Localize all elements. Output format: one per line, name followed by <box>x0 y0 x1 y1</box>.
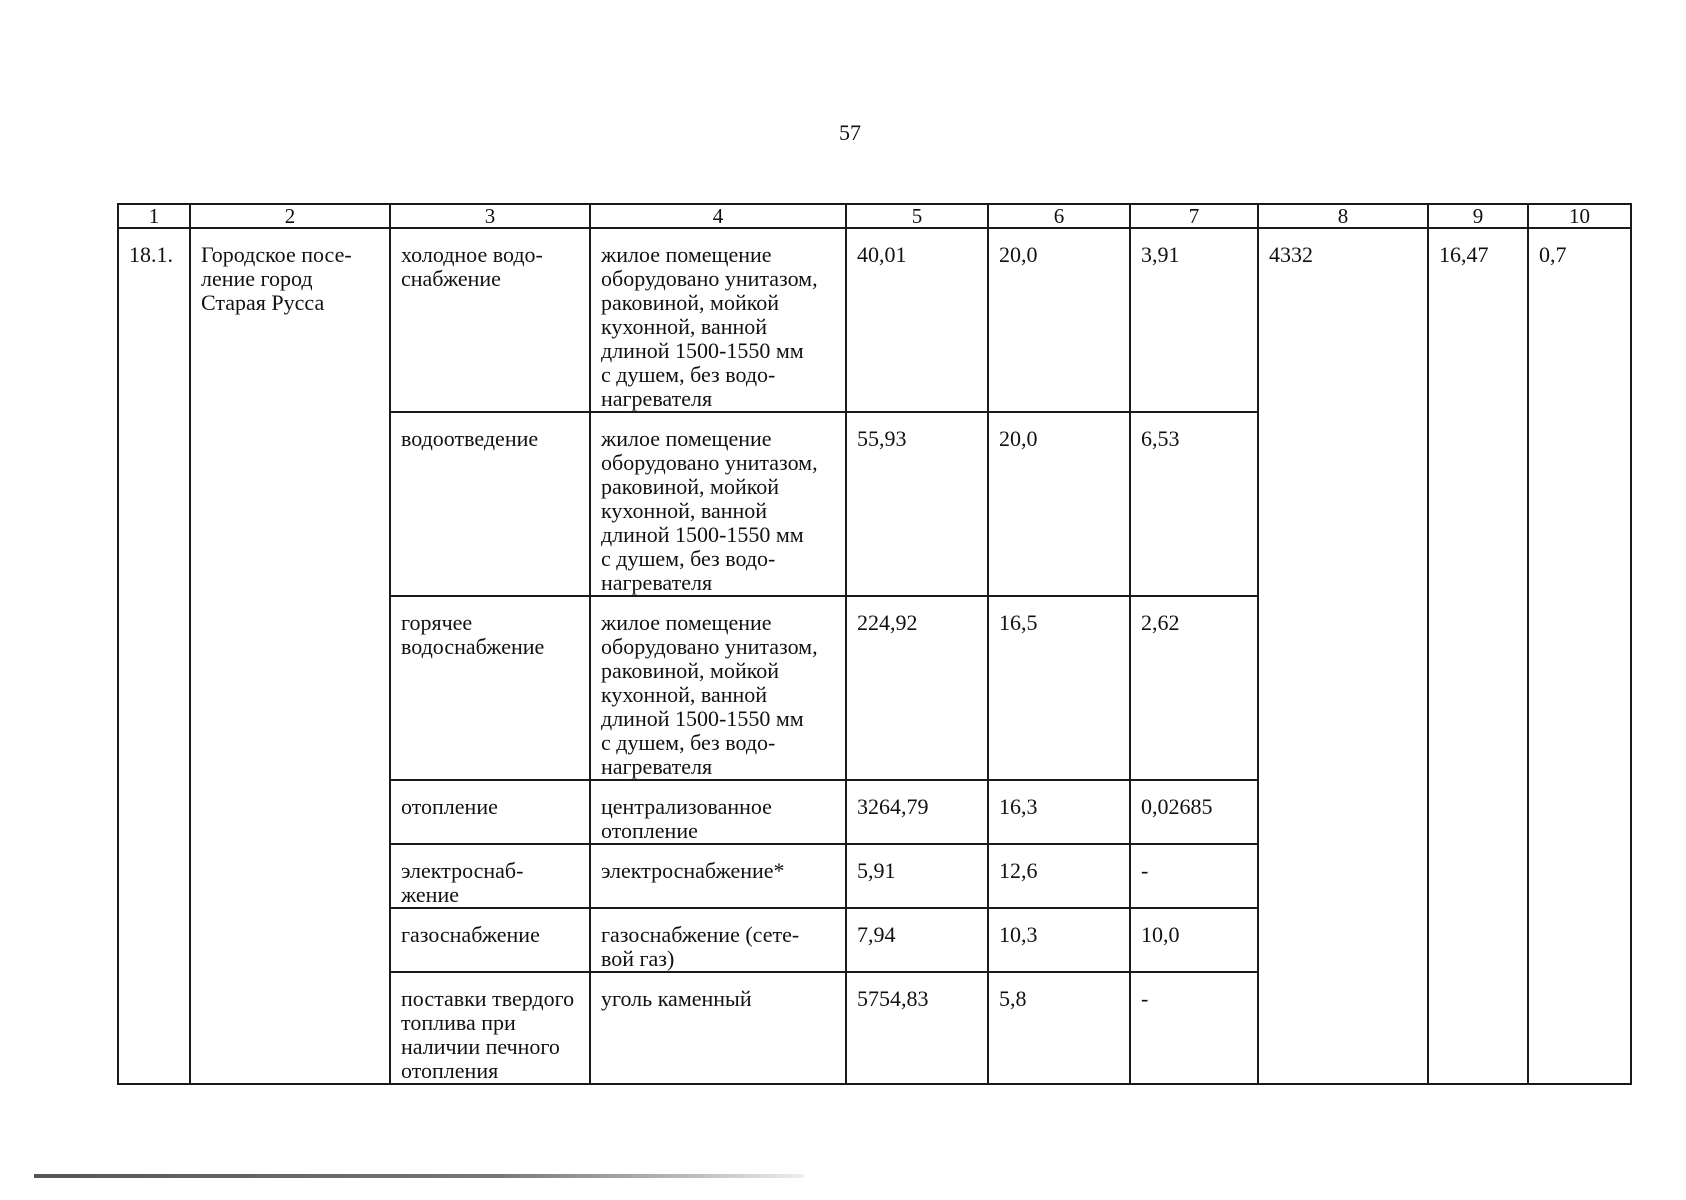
service-description: жилое помещение оборудовано унитазом, раковиной, мойкой кухонной, ванной длиной 1500-1550 мм с душем, без водо- нагревателя <box>601 610 818 779</box>
value-col7: 2,62 <box>1130 596 1258 780</box>
service-name: холодное водо- снабжение <box>401 242 543 291</box>
service-name: горячее водоснабжение <box>401 610 545 659</box>
value-col7: 6,53 <box>1130 412 1258 596</box>
value-col9: 16,47 <box>1428 228 1528 1084</box>
value-col7: 3,91 <box>1130 228 1258 412</box>
value-col5: 5754,83 <box>846 972 988 1084</box>
value-col7: - <box>1130 972 1258 1084</box>
description-cell <box>590 780 846 844</box>
value-col5: 224,92 <box>846 596 988 780</box>
value-col8: 4332 <box>1258 228 1428 1084</box>
value-col5: 55,93 <box>846 412 988 596</box>
column-header-6: 6 <box>988 204 1130 228</box>
service-cell <box>390 780 590 844</box>
service-description: уголь каменный <box>601 986 752 1011</box>
column-header-9: 9 <box>1428 204 1528 228</box>
service-name: электроснаб- жение <box>401 858 524 907</box>
service-description: электроснабжение* <box>601 858 785 883</box>
settlement-name: Городское посе- ление город Старая Русса <box>201 242 352 315</box>
column-header-3: 3 <box>390 204 590 228</box>
value-col7: 10,0 <box>1130 908 1258 972</box>
service-cell <box>390 596 590 780</box>
description-cell <box>590 844 846 908</box>
column-header-8: 8 <box>1258 204 1428 228</box>
page-number: 57 <box>839 120 861 145</box>
service-description: централизованное отопление <box>601 794 772 843</box>
service-name: водоотведение <box>401 426 539 451</box>
column-header-4: 4 <box>590 204 846 228</box>
service-cell <box>390 228 590 412</box>
description-cell <box>590 972 846 1084</box>
table-row <box>118 228 1631 412</box>
service-cell <box>390 972 590 1084</box>
header-row <box>118 204 1631 228</box>
column-header-5: 5 <box>846 204 988 228</box>
description-cell <box>590 228 846 412</box>
service-description: жилое помещение оборудовано унитазом, раковиной, мойкой кухонной, ванной длиной 1500-1550 мм с душем, без водо- нагревателя <box>601 426 818 595</box>
value-col5: 3264,79 <box>846 780 988 844</box>
service-name: отопление <box>401 794 498 819</box>
value-col10: 0,7 <box>1528 228 1631 1084</box>
service-cell <box>390 412 590 596</box>
value-col7: - <box>1130 844 1258 908</box>
service-description: газоснабжение (сете- вой газ) <box>601 922 800 971</box>
value-col5: 40,01 <box>846 228 988 412</box>
value-col6: 20,0 <box>988 412 1130 596</box>
column-header-7: 7 <box>1130 204 1258 228</box>
value-col6: 5,8 <box>988 972 1130 1084</box>
column-header-10: 10 <box>1528 204 1631 228</box>
value-col6: 16,3 <box>988 780 1130 844</box>
value-col6: 16,5 <box>988 596 1130 780</box>
value-col6: 12,6 <box>988 844 1130 908</box>
value-col7: 0,02685 <box>1130 780 1258 844</box>
value-col6: 20,0 <box>988 228 1130 412</box>
service-name: поставки твердого топлива при наличии печного отопления <box>401 986 575 1083</box>
description-cell <box>590 908 846 972</box>
row-id-cell: 18.1. <box>118 228 190 1084</box>
column-header-1: 1 <box>118 204 190 228</box>
description-cell <box>590 412 846 596</box>
service-cell <box>390 844 590 908</box>
scan-edge-line <box>34 1174 804 1178</box>
service-name: газоснабжение <box>401 922 540 947</box>
value-col5: 5,91 <box>846 844 988 908</box>
settlement-cell <box>190 228 390 1084</box>
column-header-2: 2 <box>190 204 390 228</box>
description-cell <box>590 596 846 780</box>
service-cell <box>390 908 590 972</box>
value-col6: 10,3 <box>988 908 1130 972</box>
tariff-table <box>117 203 1632 1085</box>
value-col5: 7,94 <box>846 908 988 972</box>
service-description: жилое помещение оборудовано унитазом, раковиной, мойкой кухонной, ванной длиной 1500-1550 мм с душем, без водо- нагревателя <box>601 242 818 411</box>
